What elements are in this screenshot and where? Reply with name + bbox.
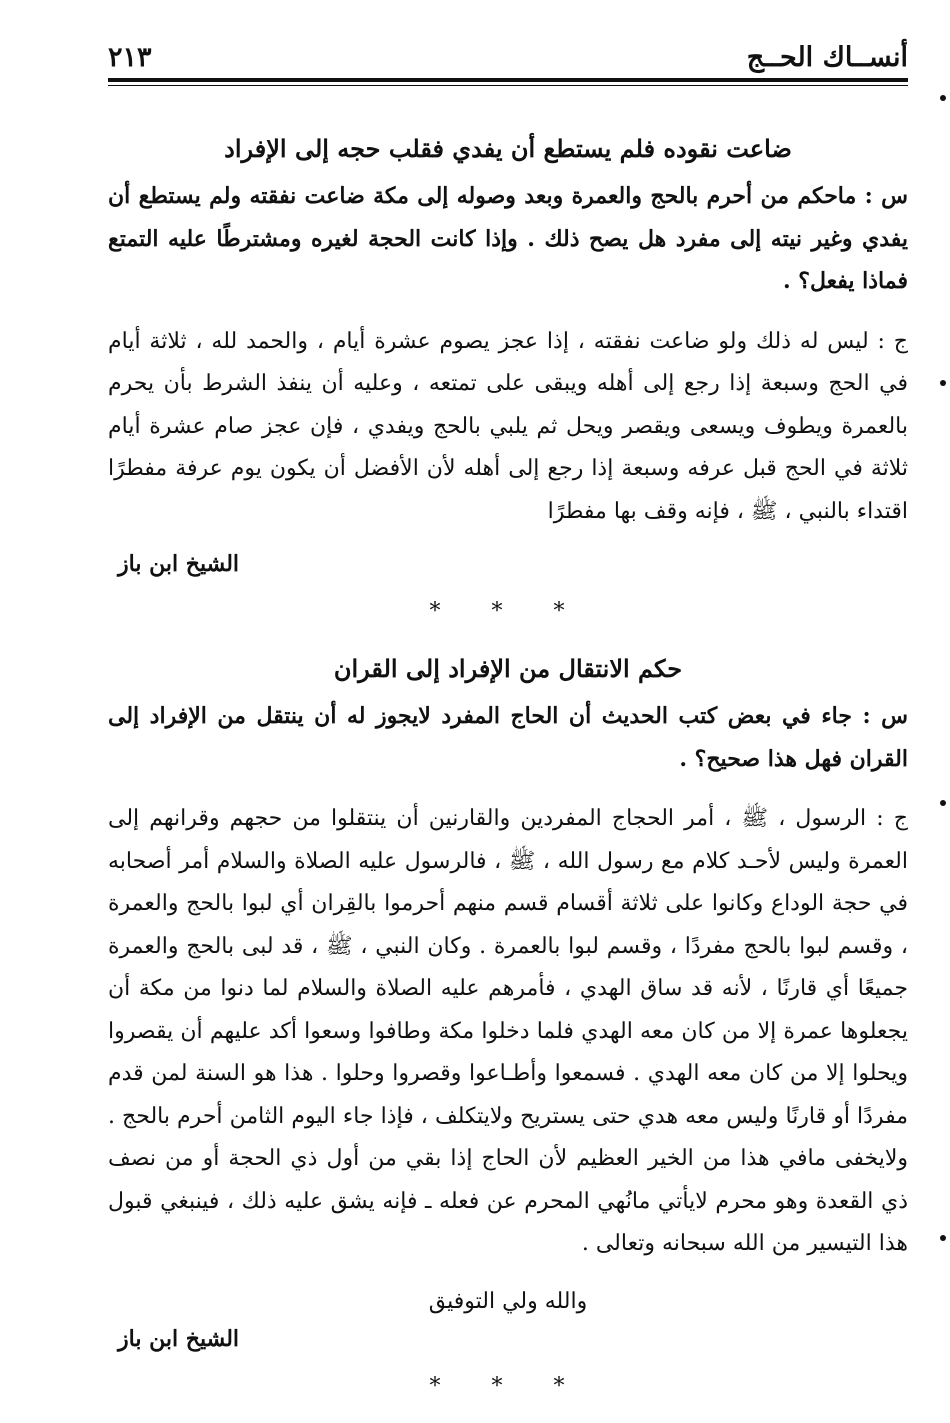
section-title-2: حكم الانتقال من الإفراد إلى القران [333, 654, 683, 683]
scan-speck [940, 380, 946, 386]
question-2: س : جاء في بعض كتب الحديث أن الحاج المفرد لايجوز له أن ينتقل من الإفراد إلى القران فهل هذا صحيح؟ . [108, 703, 908, 772]
header-rule-thin [108, 85, 908, 86]
scan-speck [940, 800, 946, 806]
page-content [108, 128, 908, 1423]
author-2: الشيخ ابن باز [118, 1325, 240, 1352]
section-separator-2: * * * [429, 1373, 587, 1399]
section-title-1: ضاعت نقوده فلم يستطع أن يفدي فقلب حجه إلى الإفراد [224, 134, 792, 163]
answer-1: ج : ليس له ذلك ولو ضاعت نفقته ، إذا عجز يصوم عشرة أيام ، والحمد لله ، ثلاثة أيام في الحج وسبعة إذا رجع إلى أهله ويبقى على تمتعه ، وعليه أن ينفذ الشرط بأن يحرم بالعمرة ويطوف ويسعى ويقصر ويحل ثم يلبي بالحج ويفدي ، فإن عجز صام عشرة أيام ثلاثة في الحج قبل عرفه وسبعة إذا رجع إلى أهله لأن الأفضل أن يكون يوم عرفة مفطرًا اقتداء بالنبي ، ﷺ ، فإنه وقف بها مفطرًا [108, 328, 908, 524]
page-header [108, 36, 908, 80]
page-number: ٢١٣ [108, 42, 152, 73]
header-rule-thick [108, 78, 908, 82]
scan-speck [940, 95, 946, 101]
question-1: س : ماحكم من أحرم بالحج والعمرة وبعد وصوله إلى مكة ضاعت نفقته ولم يستطع أن يفدي وغير نيته إلى مفرد هل يصح ذلك . وإذا كانت الحجة لغيره ومشترطًا عليه التمتع فماذا يفعل؟ . [108, 183, 908, 294]
section-separator-1: * * * [429, 599, 587, 624]
book-title: أنســاك الحــج [746, 42, 908, 73]
answer-2: ج : الرسول ، ﷺ ، أمر الحجاج المفردين والقارنين أن ينتقلوا من حجهم وقرانهم إلى العمرة وليس لأحـد كلام مع رسول الله ، ﷺ ، فالرسول عليه الصلاة والسلام أمر أصحابه في حجة الوداع وكانوا على ثلاثة أقسام قسم منهم أحرموا بالقِران أي لبوا بالحج والعمرة ، وقسم لبوا بالحج مفردًا ، وقسم لبوا بالعمرة . وكان النبي ، ﷺ ، قد لبى بالحج والعمرة جميعًا أي قارنًا ، لأنه قد ساق الهدي ، فأمرهم عليه الصلاة والسلام لما دنوا من مكة أن يجعلوها عمرة إلا من كان معه الهدي فلما دخلوا مكة وطافوا وسعوا أكد عليهم أن يقصروا ويحلوا إلا من كان معه الهدي . فسمعوا وأطـاعوا وقصروا وحلوا . هذا هو السنة لمن قدم مفردًا أو قارنًا وليس معه هدي حتى يستريح ولايتكلف ، فإذا جاء اليوم الثامن أحرم بالحج . ولايخفى مافي هذا من الخير العظيم لأن الحاج إذا بقي من أول ذي الحجة أو من نصف ذي القعدة وهو محرم لايأتي مانُهي المحرم عن فعله ـ فإنه يشق عليه ذلك ، فينبغي قبول هذا التيسير من الله سبحانه وتعالى . [108, 806, 908, 1256]
scan-speck [940, 1235, 946, 1241]
author-1: الشيخ ابن باز [118, 551, 240, 577]
closing-line: والله ولي التوفيق [428, 1288, 588, 1314]
